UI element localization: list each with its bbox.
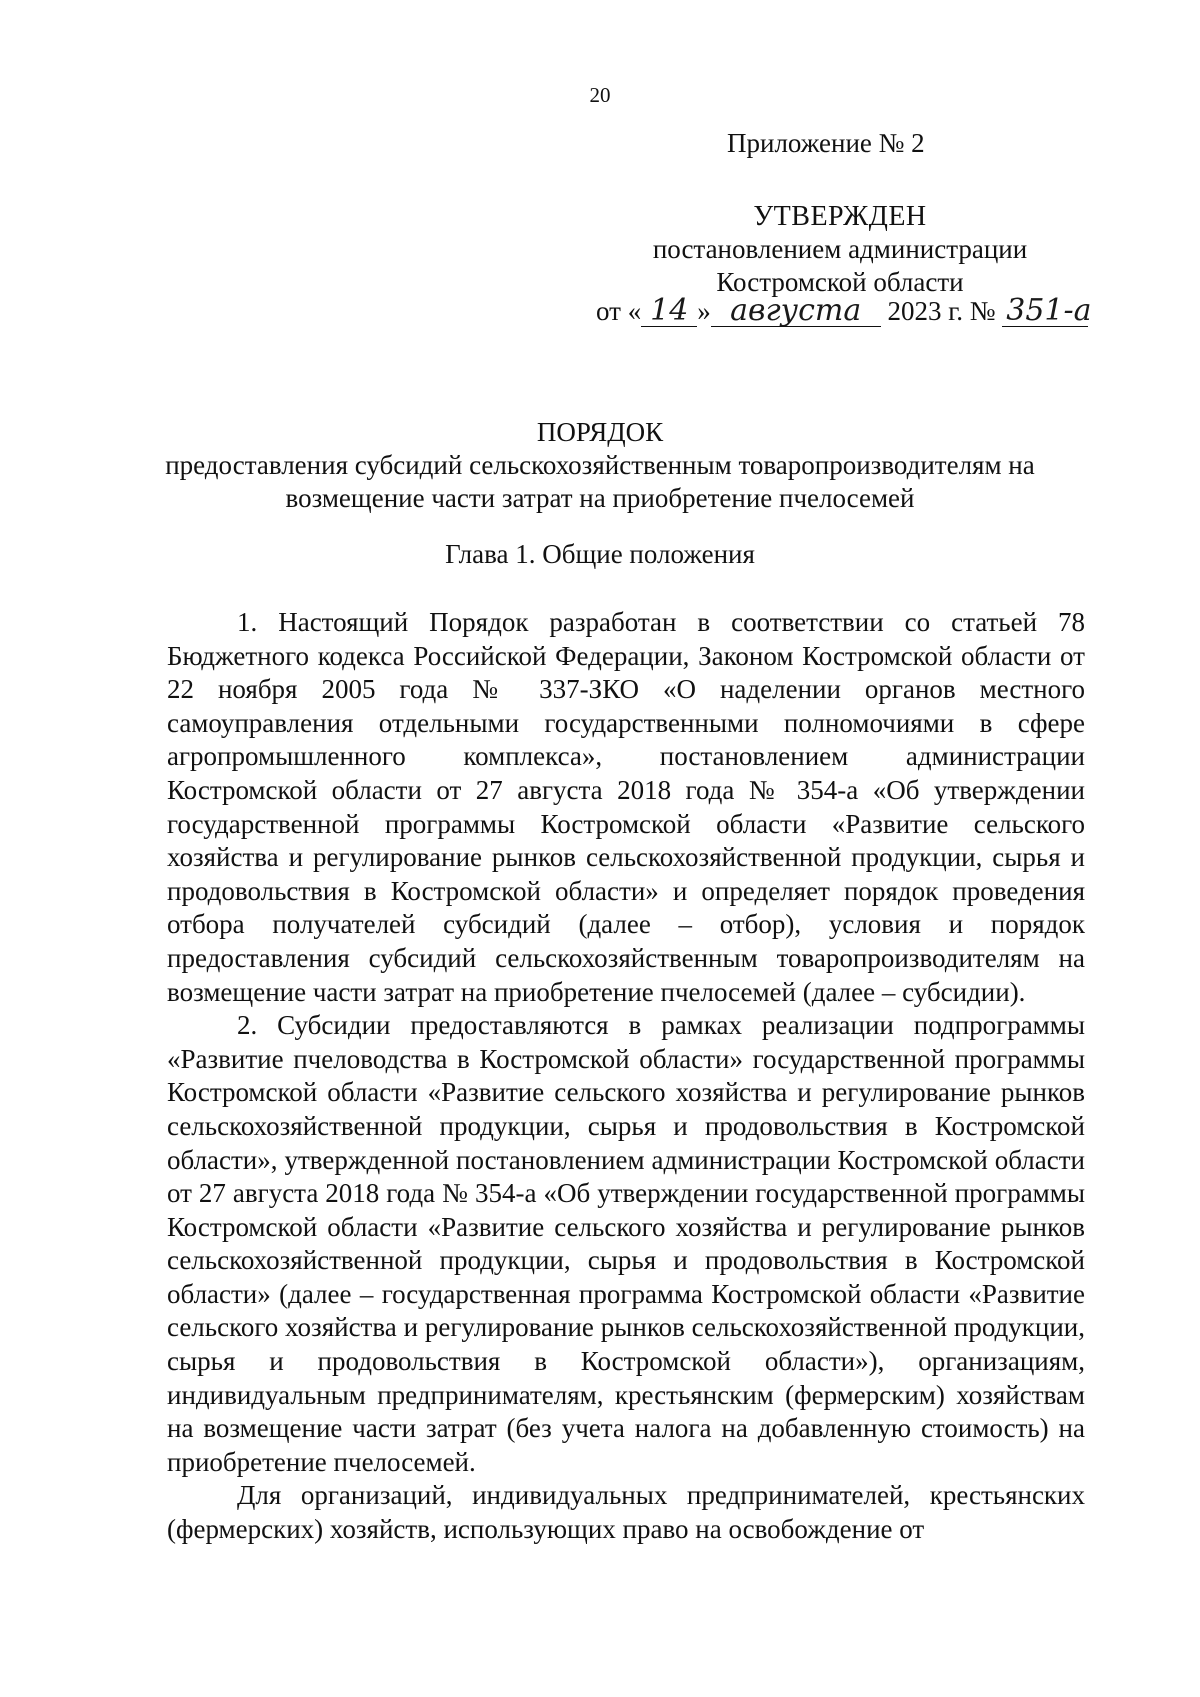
- approval-stamp: УТВЕРЖДЕН: [753, 201, 927, 232]
- approval-date-line: [596, 293, 1092, 328]
- approval-block: [620, 200, 1060, 299]
- handwritten-number: 351-а: [1002, 296, 1088, 327]
- paragraph-2: 2. Субсидии предоставляются в рамках реализации подпрограммы «Развитие пчеловодства в Костромской области» государственной программы Костромской области «Развитие сельского хозяйства и регулирование рынков сельскохозяйственной продукции, сырья и продовольствия в Костромской области», утвержденной постановлением администрации Костромской области от 27 августа 2018 года № 354-а «Об утверждении государственной программы Костромской области «Развитие сельского хозяйства и регулирование рынков сельскохозяйственной продукции, сырья и продовольствия в Костромской области» (далее – государственная программа Костромской области «Развитие сельского хозяйства и регулирование рынков сельскохозяйственной продукции, сырья и продовольствия в Костромской области»), организациям, индивидуальным предпринимателям, крестьянским (фермерским) хозяйствам на возмещение части затрат (без учета налога на добавленную стоимость) на приобретение пчелосемей.: [167, 1010, 1085, 1477]
- approval-line-2: Костромской области: [716, 267, 964, 297]
- paragraph-1: 1. Настоящий Порядок разработан в соответствии со статьей 78 Бюджетного кодекса Российской Федерации, Законом Костромской области от 22 ноября 2005 года № 337-ЗКО «О наделении органов местного самоуправления отдельными государственными полномочиями в сфере агропромышленного комплекса», постановлением администрации Костромской области от 27 августа 2018 года № 354-а «Об утверждении государственной программы Костромской области «Развитие сельского хозяйства и регулирование рынков сельскохозяйственной продукции, сырья и продовольствия в Костромской области» и определяет порядок проведения отбора получателей субсидий (далее – отбор), условия и порядок предоставления субсидий сельскохозяйственным товаропроизводителям на возмещение части затрат на приобретение пчелосемей (далее – субсидии).: [167, 607, 1085, 1007]
- paragraph-3: Для организаций, индивидуальных предпринимателей, крестьянских (фермерских) хозяйств, использующих право на освобождение от: [167, 1480, 1085, 1545]
- appendix-label: Приложение № 2: [727, 128, 925, 158]
- approval-line-1: постановлением администрации: [652, 234, 1028, 264]
- page-number: 20: [589, 83, 611, 107]
- document-body: [167, 606, 1085, 1547]
- date-year: 2023 г. №: [887, 296, 996, 326]
- handwritten-day: 14: [641, 296, 697, 327]
- date-mid: »: [697, 296, 711, 326]
- chapter-heading: Глава 1. Общие положения: [445, 539, 755, 569]
- date-prefix: от «: [596, 296, 642, 326]
- document-title: ПОРЯДОК: [536, 417, 664, 447]
- handwritten-month: августа: [711, 296, 881, 327]
- document-subtitle: предоставления субсидий сельскохозяйственным товаропроизводителям на возмещение части затрат на приобретение пчелосемей: [165, 450, 1035, 513]
